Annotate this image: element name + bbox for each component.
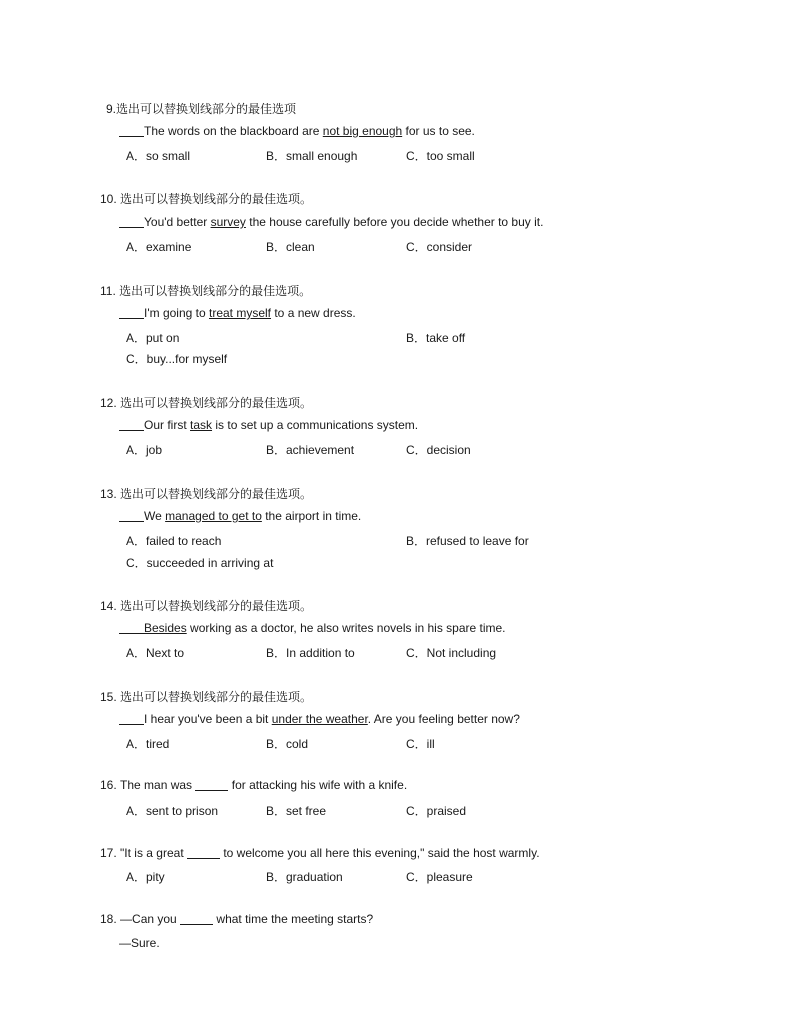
underlined-phrase: not big enough	[322, 124, 403, 138]
sentence-text: the airport in time.	[261, 509, 362, 523]
question-number: 14.	[100, 599, 117, 613]
question-sentence	[119, 712, 520, 726]
option-c: C．buy...for myself	[126, 352, 228, 366]
option-a: A．pity	[126, 870, 165, 884]
question-instruction: 选出可以替换划线部分的最佳选项。	[120, 690, 313, 704]
option-a: A．sent to prison	[126, 804, 219, 818]
question-sentence	[119, 621, 506, 635]
question-sentence	[119, 418, 418, 432]
underlined-phrase: under the weather	[271, 712, 368, 726]
question-number: 16.	[100, 778, 117, 792]
option-a: A．examine	[126, 240, 192, 254]
question-sentence	[119, 124, 475, 138]
sentence-text: working as a doctor, he also writes novels in his spare time.	[186, 621, 506, 635]
option-c: C．praised	[406, 804, 467, 818]
answer-blank	[180, 912, 213, 925]
answer-blank	[119, 418, 144, 431]
sentence-text: I hear you've been a bit	[144, 712, 272, 726]
underlined-phrase: survey	[210, 215, 246, 229]
question-title	[100, 688, 312, 705]
option-b: B．clean	[266, 240, 315, 254]
sentence-text: the house carefully before you decide whether to buy it.	[245, 215, 544, 229]
question-instruction: 选出可以替换划线部分的最佳选项。	[120, 396, 313, 410]
question-sentence	[100, 846, 540, 860]
sentence-text: We	[144, 509, 166, 523]
answer-blank	[119, 215, 144, 228]
question-sentence	[119, 215, 543, 229]
underlined-phrase: treat myself	[209, 306, 272, 320]
question-number: 10.	[100, 192, 117, 206]
answer-blank	[119, 509, 144, 522]
option-a: A．Next to	[126, 646, 185, 660]
sentence-text: The man was	[120, 778, 196, 792]
question-sentence	[100, 912, 373, 926]
question-instruction: 选出可以替换划线部分的最佳选项。	[119, 284, 312, 298]
question-title	[100, 485, 312, 502]
option-a: A．so small	[126, 149, 191, 163]
answer-blank	[119, 712, 144, 725]
option-b: B．take off	[406, 331, 466, 345]
question-number: 15.	[100, 690, 117, 704]
option-c: C．Not including	[406, 646, 497, 660]
option-b: B．In addition to	[266, 646, 355, 660]
option-b: B．achievement	[266, 443, 355, 457]
answer-blank	[119, 621, 144, 634]
question-number: 17.	[100, 846, 117, 860]
question-instruction: 选出可以替换划线部分的最佳选项。	[120, 599, 313, 613]
option-c: C．consider	[406, 240, 473, 254]
option-a: A．failed to reach	[126, 534, 222, 548]
question-sentence	[119, 509, 361, 523]
dialogue-reply: —Sure.	[119, 936, 160, 950]
answer-blank	[187, 846, 220, 859]
question-sentence	[100, 778, 407, 792]
question-title	[106, 100, 296, 117]
option-a: A．job	[126, 443, 163, 457]
option-c: C．too small	[406, 149, 475, 163]
option-b: B．set free	[266, 804, 327, 818]
option-c: C．pleasure	[406, 870, 473, 884]
option-a: A．put on	[126, 331, 180, 345]
question-number: 11.	[100, 284, 116, 298]
sentence-text: You'd better	[144, 215, 211, 229]
option-c: C．succeeded in arriving at	[126, 556, 274, 570]
option-b: B．cold	[266, 737, 309, 751]
underlined-phrase: task	[190, 418, 213, 432]
question-instruction: 选出可以替换划线部分的最佳选项	[116, 102, 297, 116]
sentence-text: what time the meeting starts?	[213, 912, 374, 926]
option-c: C．decision	[406, 443, 471, 457]
sentence-text: Our first	[144, 418, 191, 432]
sentence-text: to a new dress.	[271, 306, 356, 320]
sentence-text: . Are you feeling better now?	[367, 712, 520, 726]
sentence-text: for us to see.	[402, 124, 475, 138]
question-instruction: 选出可以替换划线部分的最佳选项。	[120, 192, 313, 206]
sentence-text: for attacking his wife with a knife.	[228, 778, 408, 792]
sentence-text: "It is a great	[120, 846, 187, 860]
question-title	[100, 597, 312, 614]
question-number: 13.	[100, 487, 117, 501]
answer-blank	[119, 306, 144, 319]
sentence-text: —Can you	[120, 912, 181, 926]
option-b: B．small enough	[266, 149, 358, 163]
sentence-text: is to set up a communications system.	[212, 418, 419, 432]
question-number: 18.	[100, 912, 117, 926]
answer-blank	[119, 124, 144, 137]
question-sentence	[119, 306, 356, 320]
question-number: 12.	[100, 396, 117, 410]
answer-blank	[195, 778, 228, 791]
sentence-text: to welcome you all here this evening," said the host warmly.	[220, 846, 540, 860]
option-a: A．tired	[126, 737, 170, 751]
question-title	[100, 282, 311, 299]
question-title	[100, 190, 312, 207]
option-b: B．graduation	[266, 870, 343, 884]
question-number: 9.	[106, 102, 117, 116]
option-b: B．refused to leave for	[406, 534, 529, 548]
question-instruction: 选出可以替换划线部分的最佳选项。	[120, 487, 313, 501]
underlined-phrase: Besides	[144, 621, 187, 635]
sentence-text: The words on the blackboard are	[144, 124, 323, 138]
underlined-phrase: managed to get to	[165, 509, 262, 523]
question-title	[100, 394, 312, 411]
sentence-text: I'm going to	[144, 306, 209, 320]
option-c: C．ill	[406, 737, 435, 751]
